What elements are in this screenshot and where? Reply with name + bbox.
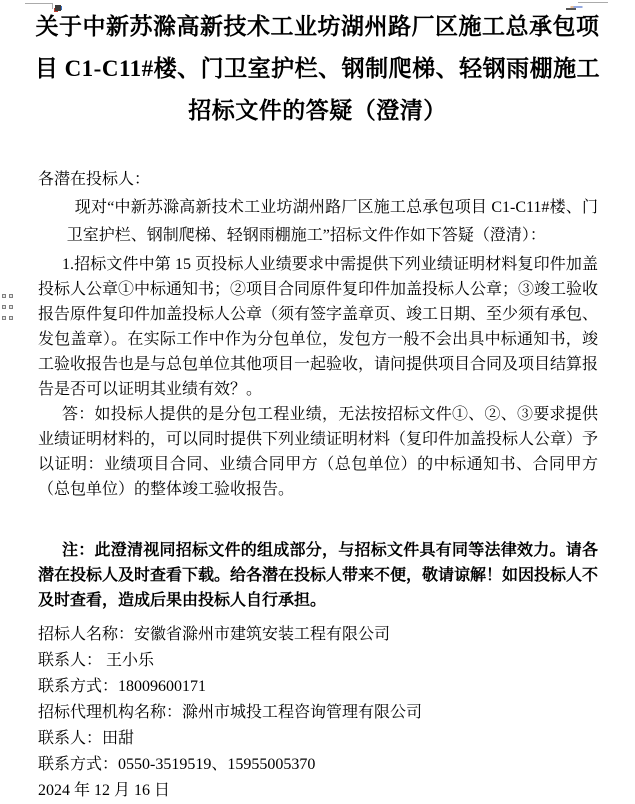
note-paragraph: 注：此澄清视同招标文件的组成部分，与招标文件具有同等法律效力。请各潜在投标人及时查看下载。给各潜在投标人带来不便，敬请谅解！如因投标人不及时查看，造成后果由投标人自行承担。	[38, 542, 599, 609]
contact-line-tenderer-name: 招标人名称：安徽省滁州市建筑安装工程有限公司	[38, 626, 391, 643]
salutation-line: 各潜在投标人：	[38, 171, 151, 188]
artifact-mark-top-right	[566, 8, 576, 10]
crop-mark-top-right-line	[578, 2, 608, 3]
document-body	[38, 166, 598, 804]
document-date: 2024 年 12 月 16 日	[38, 782, 171, 799]
margin-dot	[9, 294, 13, 298]
contact-block	[38, 622, 598, 804]
contact-line-agency-person: 联系人：田甜	[38, 730, 135, 747]
crop-mark-top-left-tick	[52, 3, 53, 9]
artifact-mark-top-left	[55, 5, 61, 11]
answer-paragraph: 答：如投标人提供的是分包工程业绩，无法按招标文件①、②、③要求提供业绩证明材料的，可以同时提供下列业绩证明材料（复印件加盖投标人公章）予以证明：业绩项目合同、业绩合同甲方（总包单位）的中标通知书、合同甲方（总包单位）的整体竣工验收报告。	[38, 406, 599, 498]
margin-dot	[9, 316, 13, 320]
margin-dot	[2, 305, 6, 309]
margin-dot	[9, 305, 13, 309]
document-title: 关于中新苏滁高新技术工业坊湖州路厂区施工总承包项目 C1-C11#楼、门卫室护栏、钢制爬梯、轻钢雨棚施工招标文件的答疑（澄清）	[34, 14, 601, 123]
intro-paragraph: 现对“中新苏滁高新技术工业坊湖州路厂区施工总承包项目 C1-C11#楼、门卫室护栏、钢制爬梯、轻钢雨棚施工”招标文件作如下答疑（澄清）：	[66, 199, 598, 244]
margin-dots	[2, 294, 13, 320]
question-paragraph: 1.招标文件中第 15 页投标人业绩要求中需提供下列业绩证明材料复印件加盖投标人公章①中标通知书；②项目合同原件复印件加盖投标人公章；③竣工验收报告原件复印件加盖投标人公章（须有签字盖章页、竣工日期、至少须有承包、发包盖章）。在实际工作中作为分包单位，发包方一般不会出具中标通知书，竣工验收报告也是与总包单位其他项目一起验收，请问提供项目合同及项目结算报告是否可以证明其业绩有效？。	[38, 256, 599, 398]
contact-line-contact-person: 联系人： 王小乐	[38, 652, 155, 669]
margin-dot	[2, 294, 6, 298]
contact-line-agency-name: 招标代理机构名称：滁州市城投工程咨询管理有限公司	[38, 704, 423, 721]
crop-mark-top-left-line	[25, 3, 53, 4]
contact-line-contact-phone: 联系方式：18009600171	[38, 678, 207, 695]
contact-line-agency-phone: 联系方式：0550-3519519、15955005370	[38, 756, 316, 773]
margin-dot	[2, 316, 6, 320]
